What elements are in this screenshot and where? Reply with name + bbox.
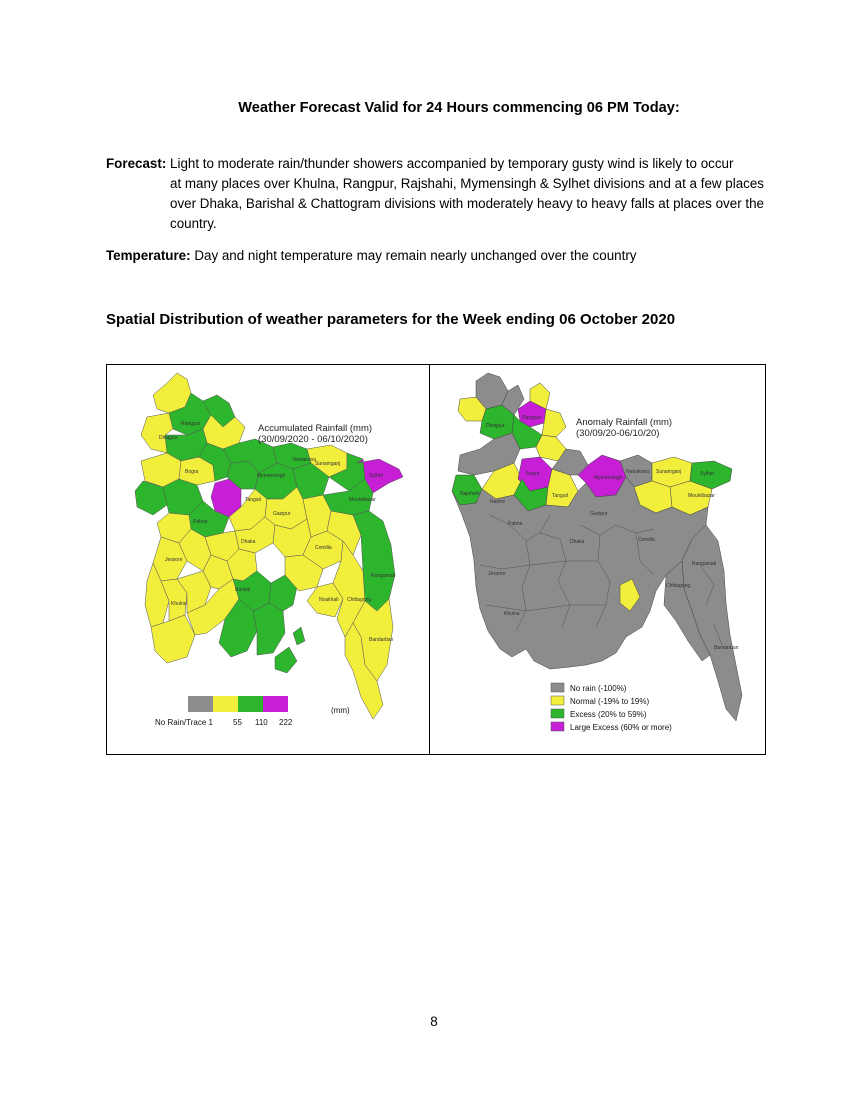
- section-heading: Spatial Distribution of weather parameters for the Week ending 06 October 2020: [106, 311, 676, 328]
- temperature-text: Day and night temperature may remain nearly unchanged over the country: [194, 248, 637, 263]
- legend-label: Excess (20% to 59%): [570, 710, 647, 719]
- legend-swatch: [551, 722, 564, 731]
- district-label: Noakhali: [319, 597, 339, 603]
- district-label: Rajshahi: [460, 491, 480, 497]
- legend-label: 55: [233, 718, 242, 727]
- accumulated-map-title: [258, 423, 372, 445]
- district-label: Rangamati: [692, 561, 717, 567]
- district-label: Pabna: [193, 519, 208, 525]
- district-label: Sylhet: [700, 471, 714, 477]
- district-shape: [542, 409, 566, 437]
- anomaly-title-line1: Anomaly Rainfall (mm): [576, 417, 673, 428]
- district-label: Dhaka: [570, 539, 585, 545]
- anomaly-title-line2: (30/09/20-06/10/20): [576, 428, 660, 439]
- district-label: Bogra: [526, 471, 540, 477]
- legend-swatch: [188, 696, 213, 712]
- legend-unit: (mm): [331, 706, 350, 715]
- district-label: Sylhet: [369, 473, 383, 479]
- district-label: Gazipur: [273, 511, 291, 517]
- district-label: Jessore: [488, 571, 506, 577]
- district-label: Rangpur: [522, 415, 542, 421]
- forecast-label: Forecast:: [106, 156, 167, 171]
- map-divider: [429, 364, 430, 755]
- district-label: Dhaka: [241, 539, 256, 545]
- legend-swatch: [551, 683, 564, 692]
- district-label: Bandarban: [369, 637, 394, 643]
- accumulated-rainfall-panel: [107, 365, 429, 754]
- accumulated-title-line2: (30/09/2020 - 06/10/2020): [258, 434, 368, 445]
- district-label: Bogra: [185, 469, 199, 475]
- legend-label: No rain (-100%): [570, 684, 627, 693]
- district-label: Netrakona: [293, 457, 317, 463]
- page-number: 8: [430, 1014, 438, 1029]
- anomaly-rainfall-panel: [430, 365, 765, 754]
- map-frame: [106, 364, 766, 755]
- district-label: Jessore: [165, 557, 183, 563]
- district-label: Chittagong: [347, 597, 372, 603]
- district-label: Comilla: [315, 545, 332, 551]
- district-label: Rangamati: [371, 573, 396, 579]
- accumulated-legend: [155, 696, 350, 727]
- temperature-paragraph: [106, 246, 786, 266]
- district-label: Tangail: [245, 497, 261, 503]
- legend-label: 222: [279, 718, 293, 727]
- district-label: Barisal: [235, 587, 251, 593]
- district-label: Khulna: [171, 601, 187, 607]
- legend-label: Large Excess (60% or more): [570, 723, 672, 732]
- anomaly-map-title: [576, 417, 672, 439]
- page-title: Weather Forecast Valid for 24 Hours commencing 06 PM Today:: [238, 100, 680, 116]
- forecast-continuation: at many places over Khulna, Rangpur, Rajshahi, Mymensingh & Sylhet divisions and at a few places over Dhaka, Barishal & Chattogram divisions with moderately heavy to heavy falls at places over the country.: [170, 176, 764, 231]
- forecast-line1-text: Light to moderate rain/thunder showers accompanied by temporary gusty wind is likely to occur: [170, 156, 734, 171]
- district-shape: [275, 647, 297, 673]
- district-label: Mymensingh: [257, 473, 286, 479]
- district-label: Comilla: [638, 537, 655, 543]
- district-label: Netrakona: [626, 469, 650, 475]
- legend-swatch: [213, 696, 238, 712]
- district-label: Moulvibazar: [349, 497, 376, 503]
- temperature-label: Temperature:: [106, 248, 191, 263]
- anomaly-legend: [551, 683, 672, 732]
- district-label: Chittagong: [666, 583, 691, 589]
- district-label: Moulvibazar: [688, 493, 715, 499]
- district-label: Mymensingh: [594, 475, 623, 481]
- district-label: Sunamganj: [656, 469, 682, 475]
- district-label: Pabna: [508, 521, 523, 527]
- legend-label: 110: [255, 718, 268, 727]
- forecast-first-line: [106, 154, 764, 174]
- legend-label: No Rain/Trace 1: [155, 718, 213, 727]
- district-label: Dinajpur: [159, 435, 178, 441]
- district-label: Rangpur: [181, 421, 201, 427]
- legend-swatch: [551, 709, 564, 718]
- legend-swatch: [263, 696, 288, 712]
- district-shape: [293, 627, 305, 645]
- district-label: Sunamganj: [315, 461, 341, 467]
- district-label: Khulna: [504, 611, 520, 617]
- legend-label: Normal (-19% to 19%): [570, 697, 650, 706]
- district-shape: [253, 603, 285, 655]
- legend-swatch: [238, 696, 263, 712]
- district-label: Tangail: [552, 493, 568, 499]
- forecast-paragraph: [106, 154, 764, 234]
- district-label: Natore: [490, 499, 506, 505]
- legend-swatch: [551, 696, 564, 705]
- district-label: Dinajpur: [486, 423, 505, 429]
- accumulated-title-line1: Accumulated Rainfall (mm): [258, 423, 373, 434]
- district-label: Gazipur: [590, 511, 608, 517]
- district-label: Bandarban: [714, 645, 739, 651]
